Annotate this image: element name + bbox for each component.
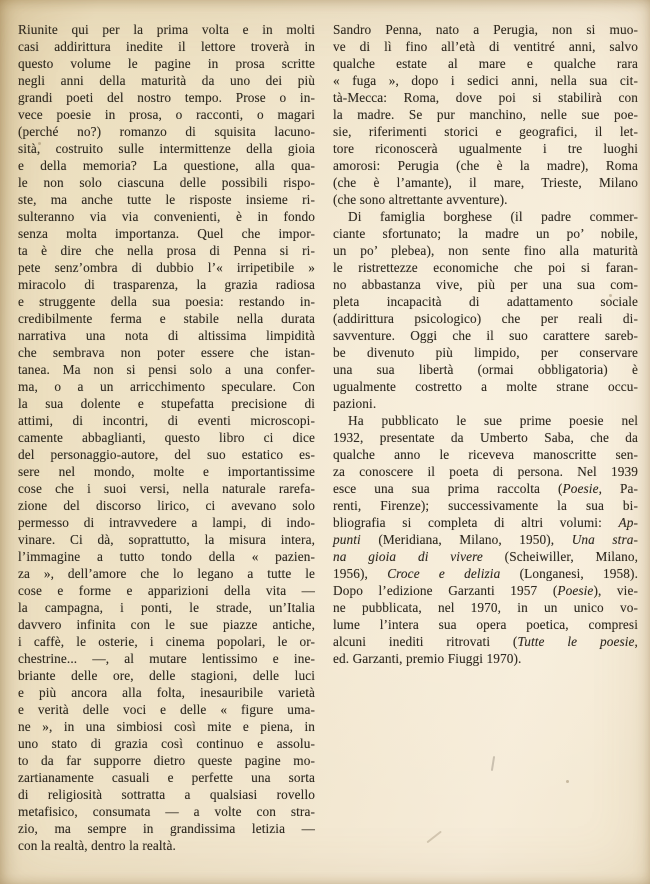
text-line: negli anni della maturità da uno dei più: [18, 73, 315, 88]
text-line: « fuga », dopo i sedici anni, nella sua cit-: [333, 73, 638, 88]
text-line: (che è l’amante), il mare, Trieste, Milano: [333, 175, 638, 190]
text-line: e più ancora alla folta, inesauribile varietà: [18, 685, 315, 700]
text-line: le non solo ciascuna delle possibili rispo-: [18, 175, 315, 190]
text-line: qualche estate al mare e qualche rara: [333, 56, 638, 71]
text-line: e struggente della sua poesia: restando in-: [18, 294, 315, 309]
text-line: 1932, presentate da Umberto Saba, che da: [333, 430, 638, 445]
text-line: punti (Meridiana, Milano, 1950), Una stra-: [333, 532, 638, 547]
text-line: cose e forme e apparizioni della vita —: [18, 583, 315, 598]
text-line: tà-Mecca: Roma, dove poi si stabilirà con: [333, 90, 638, 105]
text-line: zio, ma sempre in grandissima letizia —: [18, 821, 315, 836]
text-line: cose che i suoi versi, nella naturale rarefa-: [18, 481, 315, 496]
text-line: credibilmente ferma e stabile nella durata: [18, 311, 315, 326]
text-line: Riunite qui per la prima volta e in molti: [18, 22, 315, 37]
text-line: pazioni.: [333, 396, 377, 411]
text-line: permesso di intravvedere a lampi, di indo-: [18, 515, 315, 530]
text-line: sità, costruito sulle intermittenze della gioia: [18, 141, 315, 156]
text-line: alcuni inediti ritrovati (Tutte le poesie,: [333, 634, 638, 649]
text-line: qualche anno le riceveva manoscritte sen-: [333, 447, 638, 462]
text-line: Ha pubblicato le sue prime poesie nel: [348, 413, 638, 428]
text-line: di religiosità sottratta a qualsiasi rovello: [18, 787, 315, 802]
text-line: la campagna, i ponti, le strade, un’Italia: [18, 600, 315, 615]
text-line: la madre. Se pur manchino, nelle sue poe-: [333, 107, 638, 122]
paragraph: [333, 21, 638, 208]
paragraph: [333, 412, 638, 667]
text-line: vece poesie in prosa, o racconti, o magari: [18, 107, 315, 122]
text-line: ed. Garzanti, premio Fiuggi 1970).: [333, 651, 522, 666]
text-line: pleta incapacità di adattamento sociale: [333, 294, 638, 309]
text-line: (addirittura psicologico) che per reali di-: [333, 311, 638, 326]
text-line: vinare. Ci dà, soprattutto, la misura intera,: [18, 532, 315, 547]
text-line: uno stato di grazia così continuo e assolu-: [18, 736, 315, 751]
text-line: metafisico, consumata — a volte con stra-: [18, 804, 315, 819]
text-line: una sua libertà (ormai obbligatoria) è: [333, 362, 638, 377]
text-line: con la realtà, dentro la realtà.: [18, 838, 176, 853]
text-line: camente abbaglianti, questo libro ci dice: [18, 430, 315, 445]
text-line: casi addirittura inedite il lettore troverà in: [18, 39, 315, 54]
text-line: esce una sua prima raccolta (Poesie, Pa-: [333, 481, 639, 496]
text-line: ste, ma anche tutte le risposte insieme ri-: [18, 192, 315, 207]
paragraph: [18, 21, 315, 854]
text-line: Sandro Penna, nato a Perugia, non si muo-: [333, 22, 638, 37]
text-line: del personaggio-autore, del suo estatico es-: [18, 447, 315, 462]
paragraph: [333, 208, 638, 412]
text-line: to da far supporre dietro queste pagine mo-: [18, 753, 315, 768]
text-line: za conoscere il poeta di persona. Nel 1939: [333, 464, 638, 479]
text-line: davvero infinita con le sue piazze antiche,: [18, 617, 315, 632]
text-line: attimi, di incontri, di eventi microscopi-: [18, 413, 315, 428]
text-line: ugualmente costretto a molte strane occu-: [333, 379, 638, 394]
text-line: miracolo di trasparenza, la grazia radiosa: [18, 277, 315, 292]
text-line: renti, Firenze); successivamente la sua bi-: [333, 498, 638, 513]
text-line: Dopo l’edizione Garzanti 1957 (Poesie), vie-: [333, 583, 639, 598]
text-line: amorosi: Perugia (che è la madre), Roma: [333, 158, 638, 173]
text-line: sere nel mondo, molte e importantissime: [18, 464, 315, 479]
text-line: za », dell’amore che lo legano a tutte le: [18, 566, 315, 581]
text-line: chestrine... —, al mutare lentissimo e ine-: [18, 651, 315, 666]
text-line: le ristrettezze economiche che poi si faran-: [333, 260, 638, 275]
text-line: l’immagine a tutto tondo della « pazien-: [18, 549, 315, 564]
text-line: briante delle ore, delle stagioni, delle luci: [18, 668, 315, 683]
text-line: ma, o a un arricchimento speculare. Con: [18, 379, 315, 394]
text-line: be divenuto più limpido, per conservare: [333, 345, 638, 360]
text-line: tanea. Ma non si pensi solo a una confer-: [18, 362, 315, 377]
text-line: 1956), Croce e delizia (Longanesi, 1958).: [333, 566, 638, 581]
text-columns: [18, 21, 638, 854]
text-line: ne pubblicata, nel 1970, in un unico vo-: [333, 600, 638, 615]
text-line: pete senz’ombra di dubbio l’« irripetibile »: [18, 260, 315, 275]
text-line: e verità delle voci e delle « figure uma-: [18, 702, 315, 717]
text-line: ciante sfortunato; la madre un po’ nobile,: [333, 226, 638, 241]
text-line: (che sono altrettante avventure).: [333, 192, 508, 207]
text-line: ta è dire che nella prosa di Penna si ri-: [18, 243, 315, 258]
right-column: [333, 21, 638, 854]
text-line: e della memoria? La questione, alla qua-: [18, 158, 315, 173]
text-line: no abbastanza vive, più per una sua com-: [333, 277, 638, 292]
text-line: (perché no?) romanzo di squisita lacuno-: [18, 124, 315, 139]
text-line: narrativa una nota di altissima limpidità: [18, 328, 315, 343]
text-line: i caffè, le osterie, i cinema popolari, le or-: [18, 634, 315, 649]
text-line: grandi poeti del nostro tempo. Prose o in-: [18, 90, 315, 105]
text-line: zartianamente casuali e perfette una sorta: [18, 770, 315, 785]
text-line: bliografia si completa di altri volumi: Ap-: [333, 515, 638, 530]
text-line: che sembrava non poter essere che istan-: [18, 345, 315, 360]
text-line: zione del discorso lirico, ci avevano solo: [18, 498, 315, 513]
text-line: lume l’intera sua opera poetica, compresi: [333, 617, 638, 632]
text-line: senza molta importanza. Quel che impor-: [18, 226, 315, 241]
text-line: savventure. Oggi che il suo carattere sareb-: [333, 328, 638, 343]
text-line: tore riconoscerà ugualmente i tre luoghi: [333, 141, 638, 156]
left-column: [18, 21, 315, 854]
text-line: na gioia di vivere (Scheiwiller, Milano,: [333, 549, 638, 564]
text-line: questo volume le pagine in prosa scritte: [18, 56, 315, 71]
text-line: ne », in una simbiosi così mite e piena, in: [18, 719, 315, 734]
text-line: sulteranno via via convenienti, è in fondo: [18, 209, 315, 224]
text-line: sie, riferimenti storici e geografici, il let-: [333, 124, 638, 139]
text-line: ve di lì fino all’età di ventitré anni, salvo: [333, 39, 638, 54]
text-line: un po’ plebea), non sente fino alla maturità: [333, 243, 638, 258]
text-line: Di famiglia borghese (il padre commer-: [348, 209, 638, 224]
text-line: la sua dolente e stupefatta precisione di: [18, 396, 315, 411]
